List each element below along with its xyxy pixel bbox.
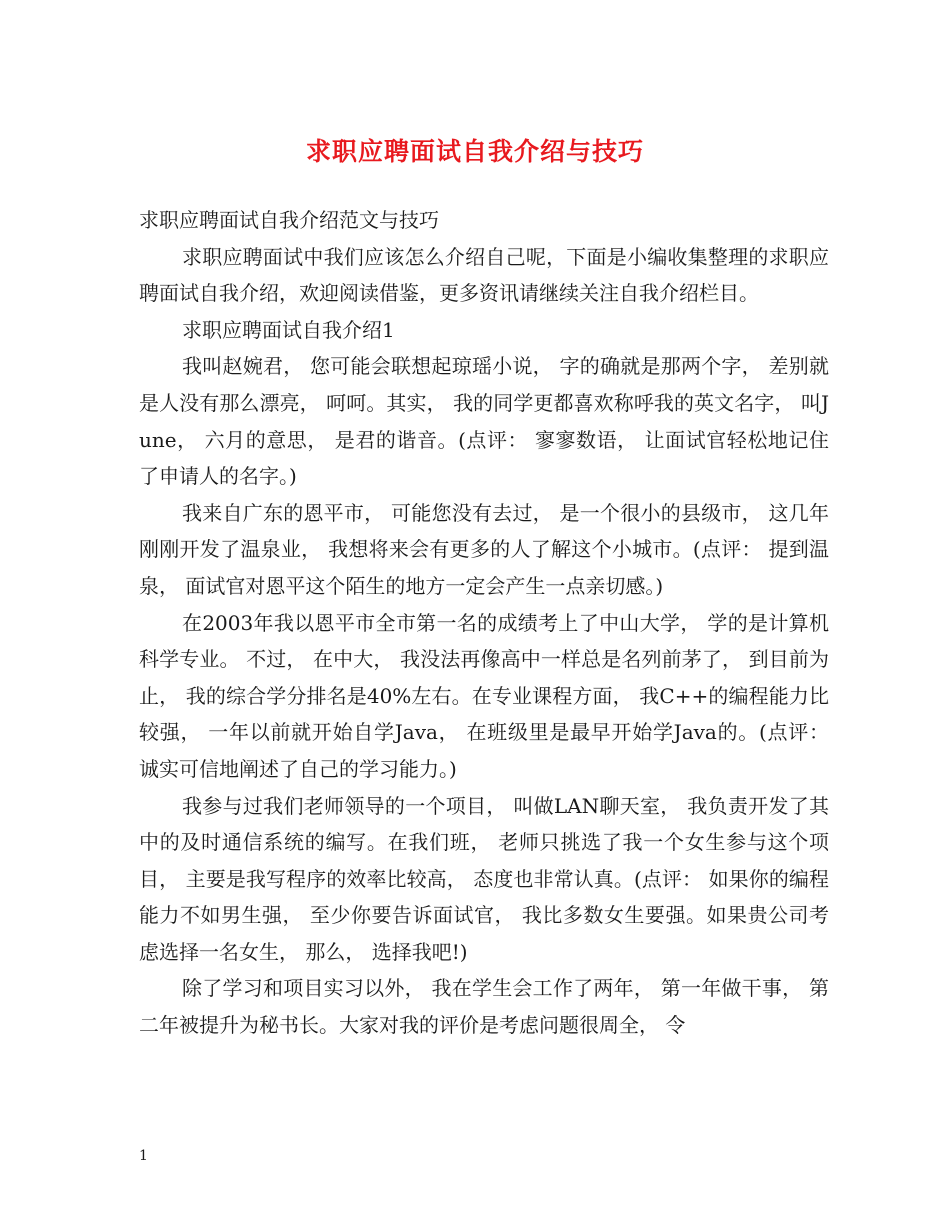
page-number: 1: [139, 1148, 148, 1164]
body-paragraph-student-union: 除了学习和项目实习以外， 我在学生会工作了两年， 第一年做干事， 第二年被提升为秘书长。大家对我的评价是考虑问题很周全， 令: [139, 976, 829, 1038]
body-paragraph-name: 我叫赵婉君， 您可能会联想起琼瑶小说， 字的确就是那两个字， 差别就是人没有那么漂亮， 呵呵。其实， 我的同学更都喜欢称呼我的英文名字， 叫June， 六月的意思， 是君的谐音。(点评： 寥寥数语， 让面试官轻松地记住了申请人的名字。): [139, 354, 829, 489]
section-heading: 求职应聘面试自我介绍1: [182, 317, 395, 342]
document-title: 求职应聘面试自我介绍与技巧: [305, 137, 644, 166]
subtitle-paragraph: 求职应聘面试自我介绍范文与技巧: [139, 208, 439, 232]
document-body: [139, 202, 829, 1044]
body-paragraph-hometown: 我来自广东的恩平市， 可能您没有去过， 是一个很小的县级市， 这几年刚刚开发了温泉业， 我想将来会有更多的人了解这个小城市。(点评： 提到温泉， 面试官对恩平这个陌生的地方一定会产生一点亲切感。): [139, 500, 829, 598]
body-paragraph-project: 我参与过我们老师领导的一个项目， 叫做LAN聊天室， 我负责开发了其中的及时通信系统的编写。在我们班， 老师只挑选了我一个女生参与这个项目， 主要是我写程序的效率比较高， 态度也非常认真。(点评： 如果你的编程能力不如男生强， 至少你要告诉面试官， 我比多数女生要强。如果贵公司考虑选择一名女生， 那么， 选择我吧!): [139, 793, 829, 964]
body-paragraph-education: 在2003年我以恩平市全市第一名的成绩考上了中山大学， 学的是计算机科学专业。 不过， 在中大， 我没法再像高中一样总是名列前茅了， 到目前为止， 我的综合学分排名是40%左右。在专业课程方面， 我C++的编程能力比较强， 一年以前就开始自学Java， 在班级里是最早开始学Java的。(点评： 诚实可信地阐述了自己的学习能力。): [139, 610, 829, 781]
intro-paragraph: 求职应聘面试中我们应该怎么介绍自己呢，下面是小编收集整理的求职应聘面试自我介绍，欢迎阅读借鉴，更多资讯请继续关注自我介绍栏目。: [139, 244, 829, 306]
